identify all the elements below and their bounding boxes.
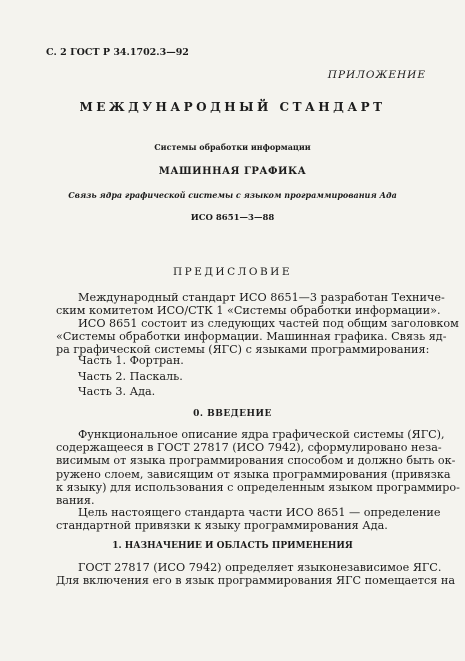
text-line: содержащееся в ГОСТ 27817 (ИСО 7942), сформулировано неза- [56, 441, 442, 455]
subtitle-binding: Связь ядра графической системы с языком программирования Ада [68, 190, 397, 200]
preface-paragraph-2 [56, 317, 459, 357]
text-line: ра графической системы (ЯГС) с языками программирования: [56, 343, 430, 357]
text-line: стандартной привязки к языку программирования Ада. [56, 519, 388, 533]
text-line: ИСО 8651 состоит из следующих частей под общим заголовком [78, 317, 459, 330]
text-line: вания. [56, 494, 95, 508]
text-line: Функциональное описание ядра графической системы (ЯГС), [78, 428, 445, 441]
iso-number: ИСО 8651—3—88 [190, 213, 275, 223]
text-line: Для включения его в язык программирования ЯГС помещается на [56, 574, 455, 588]
parts-list [78, 353, 184, 400]
text-line: ским комитетом ИСО/СТК 1 «Системы обработки информации». [56, 304, 441, 318]
preface-heading: ПРЕДИСЛОВИЕ [172, 266, 293, 278]
introduction-paragraph-2 [56, 506, 441, 533]
annex-label: ПРИЛОЖЕНИЕ [327, 69, 426, 81]
text-line: висимым от языка программирования способом и должно быть ок- [56, 454, 456, 468]
text-line: к языку) для использования с определенным языком программиро- [56, 480, 460, 494]
preface-paragraph-1 [56, 291, 445, 318]
subtitle-graphics: МАШИННАЯ ГРАФИКА [158, 166, 307, 177]
text-line: «Системы обработки информации. Машинная графика. Связь яд- [56, 330, 447, 344]
text-line: Международный стандарт ИСО 8651—3 разработан Техниче- [78, 291, 445, 304]
page-header: С. 2 ГОСТ Р 34.1702.3—92 [46, 47, 189, 58]
introduction-paragraph-1 [56, 428, 460, 508]
introduction-heading: 0. ВВЕДЕНИЕ [193, 409, 272, 419]
text-line: Цель настоящего стандарта части ИСО 8651 — определение [78, 506, 441, 519]
scope-paragraph-1 [56, 561, 455, 588]
scope-heading: 1. НАЗНАЧЕНИЕ И ОБЛАСТЬ ПРИМЕНЕНИЯ [112, 541, 353, 551]
list-item: Часть 1. Фортран. [78, 354, 184, 367]
text-line: ГОСТ 27817 (ИСО 7942) определяет языконезависимое ЯГС. [78, 561, 442, 574]
list-item: Часть 3. Ада. [78, 385, 156, 398]
text-line: ружено слоем, зависящим от языка программирования (привязка [56, 467, 451, 481]
document-title: МЕЖДУНАРОДНЫЙ СТАНДАРТ [79, 100, 386, 114]
list-item: Часть 2. Паскаль. [78, 369, 183, 383]
subtitle-systems: Системы обработки информации [154, 142, 311, 152]
